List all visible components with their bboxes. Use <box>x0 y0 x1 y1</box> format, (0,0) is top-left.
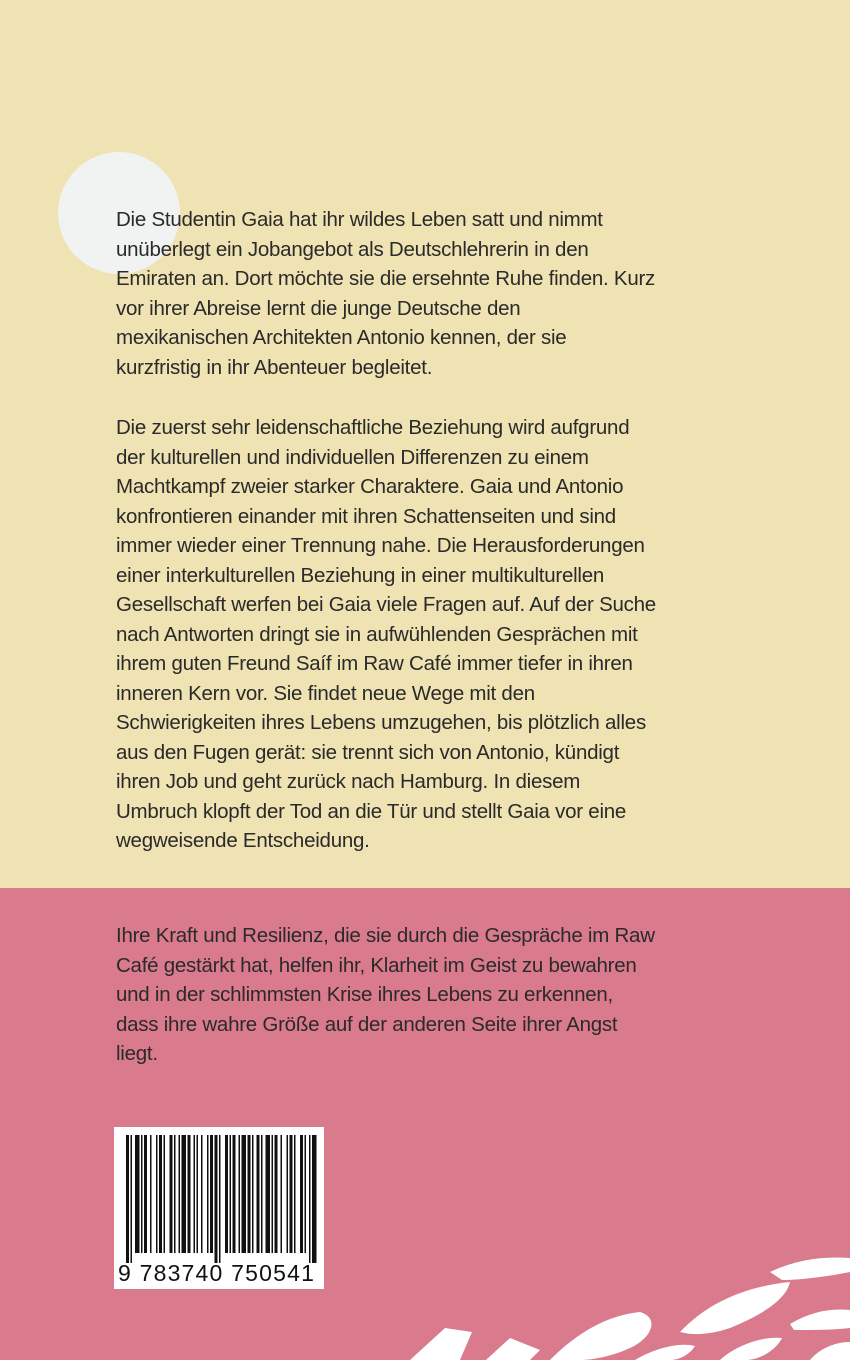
blurb-paragraph-1: Die Studentin Gaia hat ihr wildes Leben satt und nimmt unüberlegt ein Jobangebot als Deutschlehrerin in den Emiraten an. Dort möchte sie die ersehnte Ruhe finden. Kurz vor ihrer Abreise lernt die junge Deutsche den mexikanischen Architekten Antonio kennen, der sie kurzfristig in ihr Abenteuer begleitet. <box>116 208 656 379</box>
barcode-bars <box>114 1127 324 1267</box>
blurb-paragraph-3: Ihre Kraft und Resilienz, die sie durch die Gespräche im Raw Café gestärkt hat, helfen ihr, Klarheit im Geist zu bewahren und in der schlimmsten Krise ihres Lebens zu erkennen, dass ihre wahre Größe auf der anderen Seite ihrer Angst liegt. <box>116 924 655 1065</box>
leaf-decoration <box>390 1220 850 1360</box>
isbn-barcode <box>114 1127 324 1289</box>
blurb-paragraph-2: Die zuerst sehr leidenschaftliche Beziehung wird aufgrund der kulturellen und individuellen Differenzen zu einem Machtkampf zweier starker Charaktere. Gaia und Antonio konfrontieren einander mit ihren Schattenseiten und sind immer wieder einer Trennung nahe. Die Herausforderungen einer interkulturellen Beziehung in einer multikulturellen Gesellschaft werfen bei Gaia viele Fragen auf. Auf der Suche nach Antworten dringt sie in aufwühlenden Gesprächen mit ihrem guten Freund Saíf im Raw Café immer tiefer in ihren inneren Kern vor. Sie findet neue Wege mit den Schwierigkeiten ihres Lebens umzugehen, bis plötzlich alles aus den Fugen gerät: sie trennt sich von Antonio, kündigt ihren Job und geht zurück nach Hamburg. In diesem Umbruch klopft der Tod an die Tür und stellt Gaia vor eine wegweisende Entscheidung. <box>116 416 656 852</box>
isbn-digits: 9 783740 750541 <box>118 1260 316 1286</box>
